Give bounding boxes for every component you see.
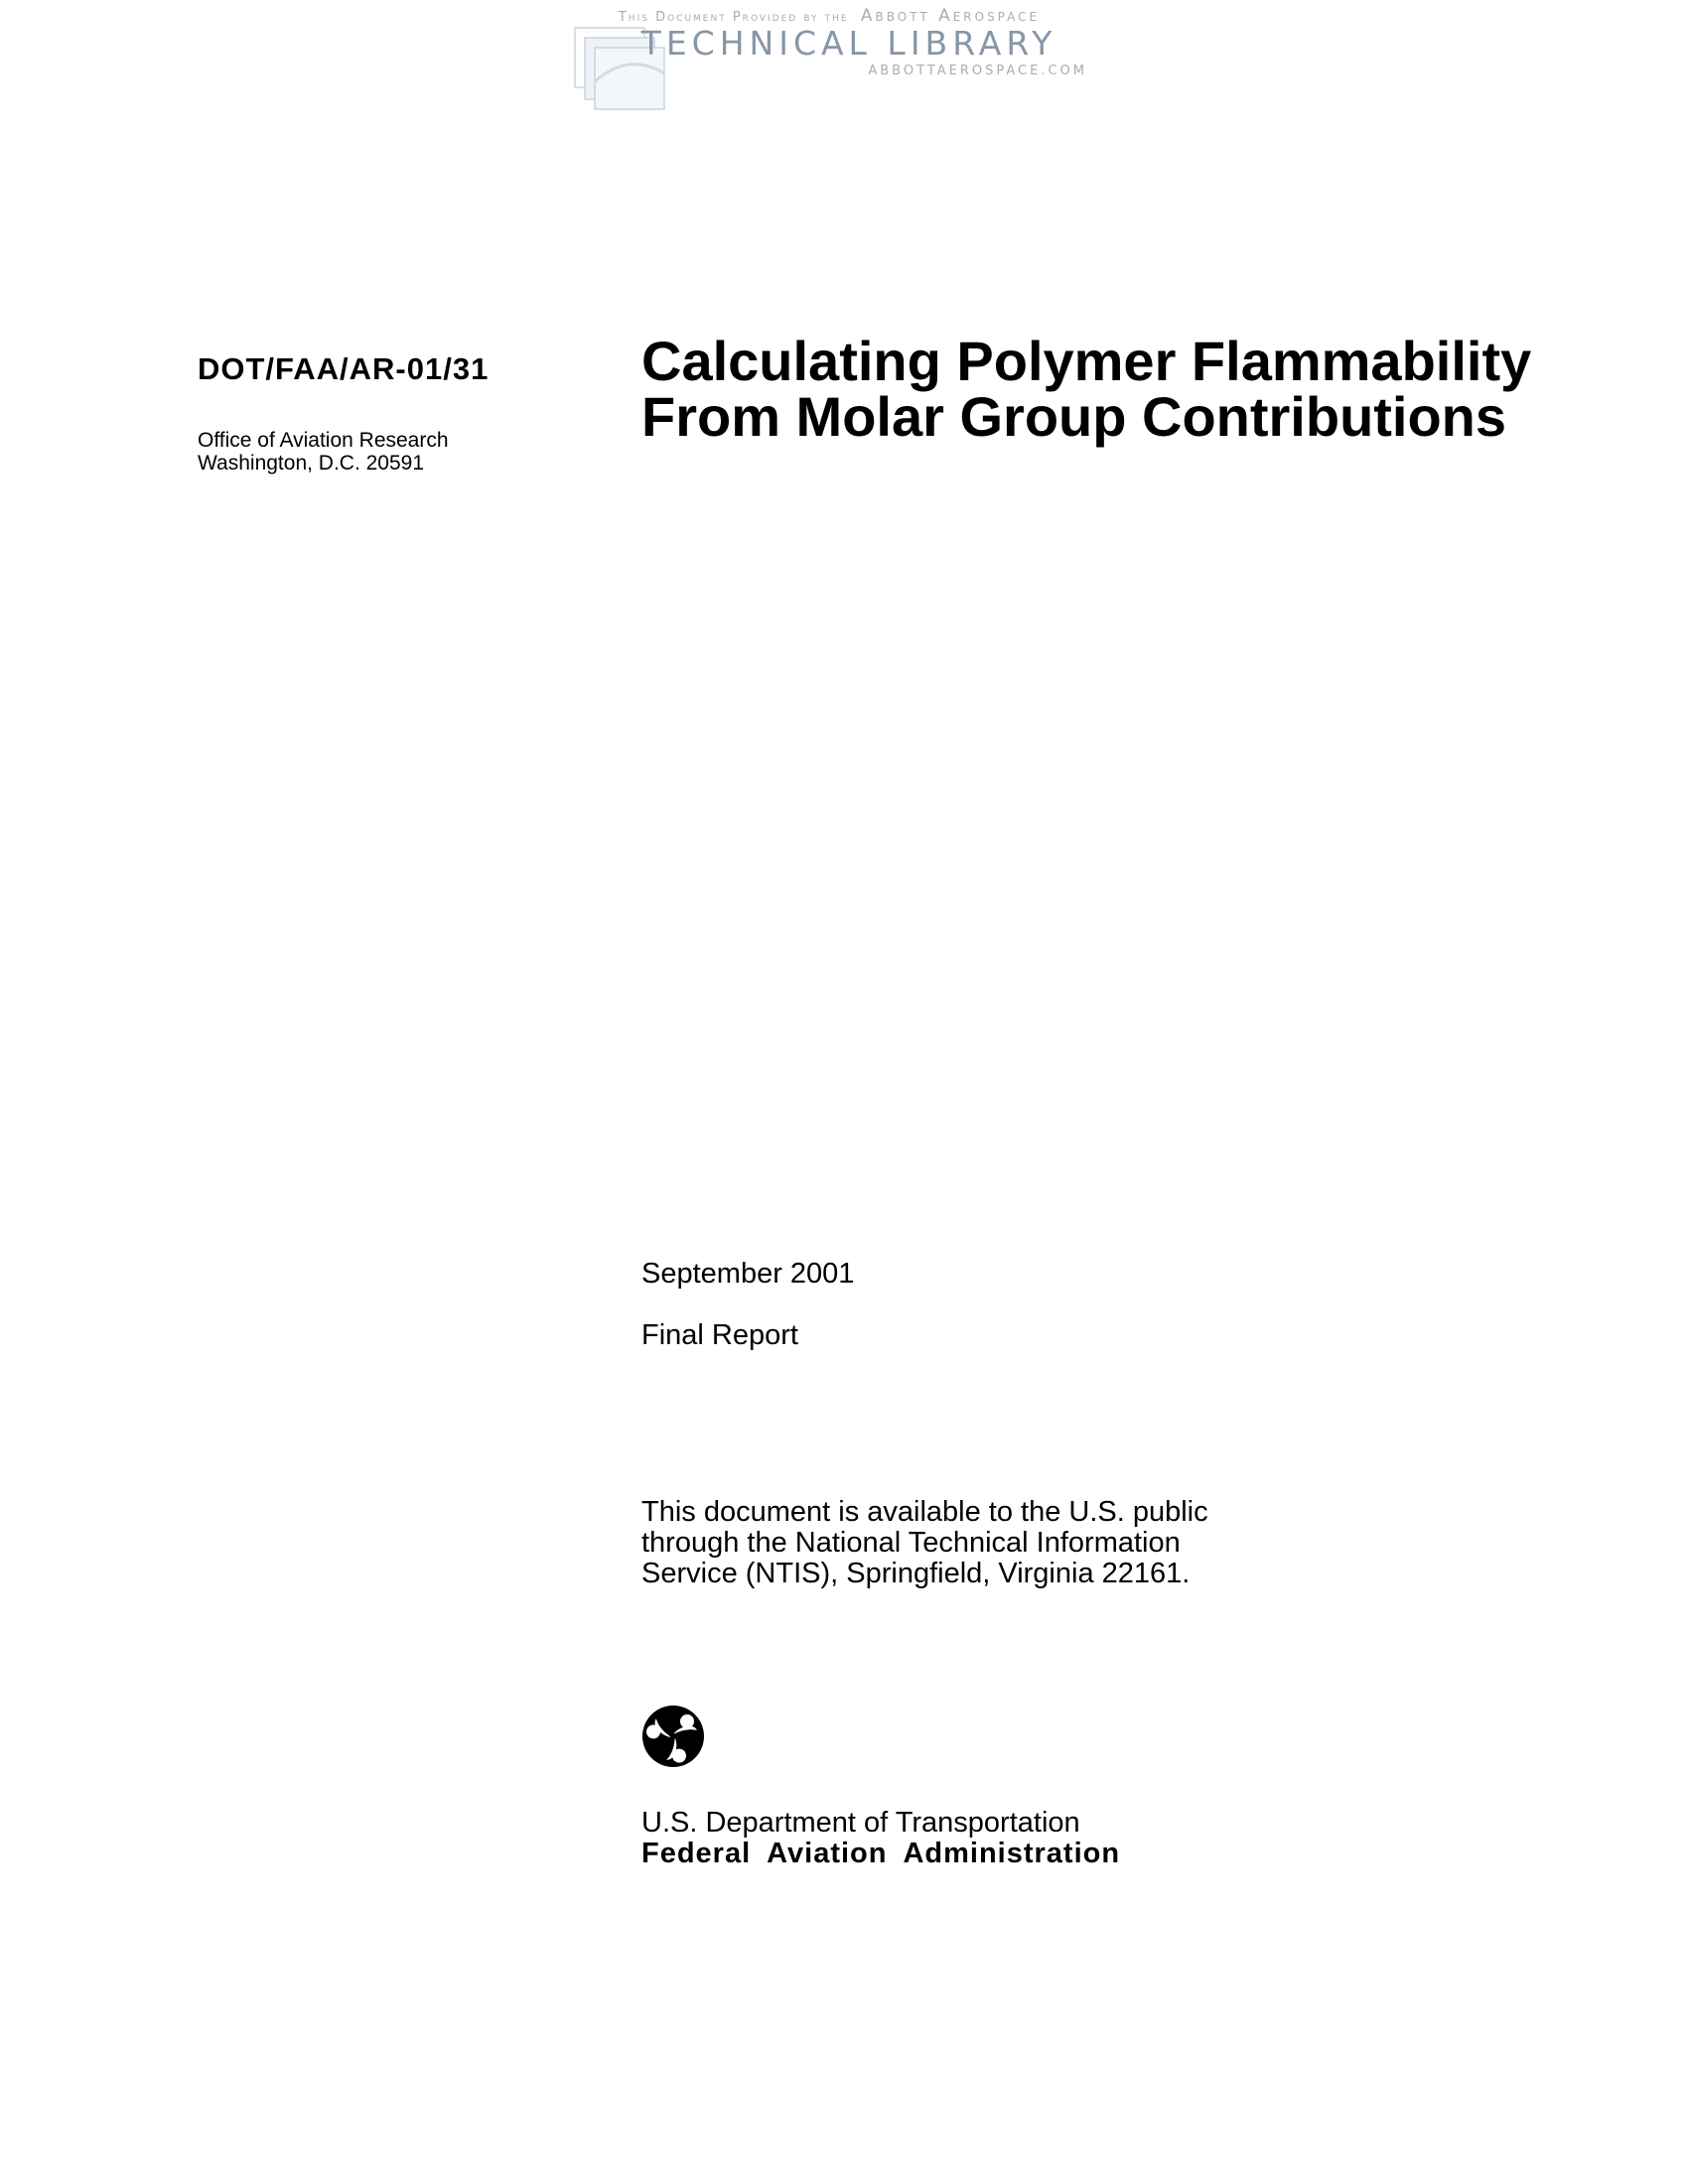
office-name: Office of Aviation Research <box>198 429 449 452</box>
agency-block <box>641 1808 1120 1869</box>
banner-provided-by <box>571 6 1087 26</box>
banner-brand: Abbott Aerospace <box>860 6 1041 26</box>
title-line-1: Calculating Polymer Flammability <box>641 330 1532 392</box>
department-name: U.S. Department of Transportation <box>641 1807 1080 1839</box>
office-address <box>198 429 449 475</box>
document-title <box>641 330 1532 448</box>
availability-line-1: This document is available to the U.S. public <box>641 1496 1208 1528</box>
dot-tri-swirl-icon <box>641 1705 705 1768</box>
technical-library-banner <box>571 4 1087 118</box>
administration-name: Federal Aviation Administration <box>641 1838 1121 1869</box>
report-number: DOT/FAA/AR-01/31 <box>198 351 490 386</box>
banner-provided-by-text: This Document Provided by the <box>618 10 849 25</box>
banner-technical-library: TECHNICAL LIBRARY <box>640 24 1057 63</box>
office-city: Washington, D.C. 20591 <box>198 452 425 475</box>
availability-line-3: Service (NTIS), Springfield, Virginia 22161. <box>641 1558 1191 1589</box>
availability-line-2: through the National Technical Information <box>641 1527 1181 1559</box>
banner-website: ABBOTTAEROSPACE.COM <box>868 64 1087 78</box>
report-type: Final Report <box>641 1319 798 1351</box>
title-line-2: From Molar Group Contributions <box>641 385 1507 448</box>
publication-date: September 2001 <box>641 1258 855 1290</box>
availability-statement <box>641 1497 1208 1589</box>
